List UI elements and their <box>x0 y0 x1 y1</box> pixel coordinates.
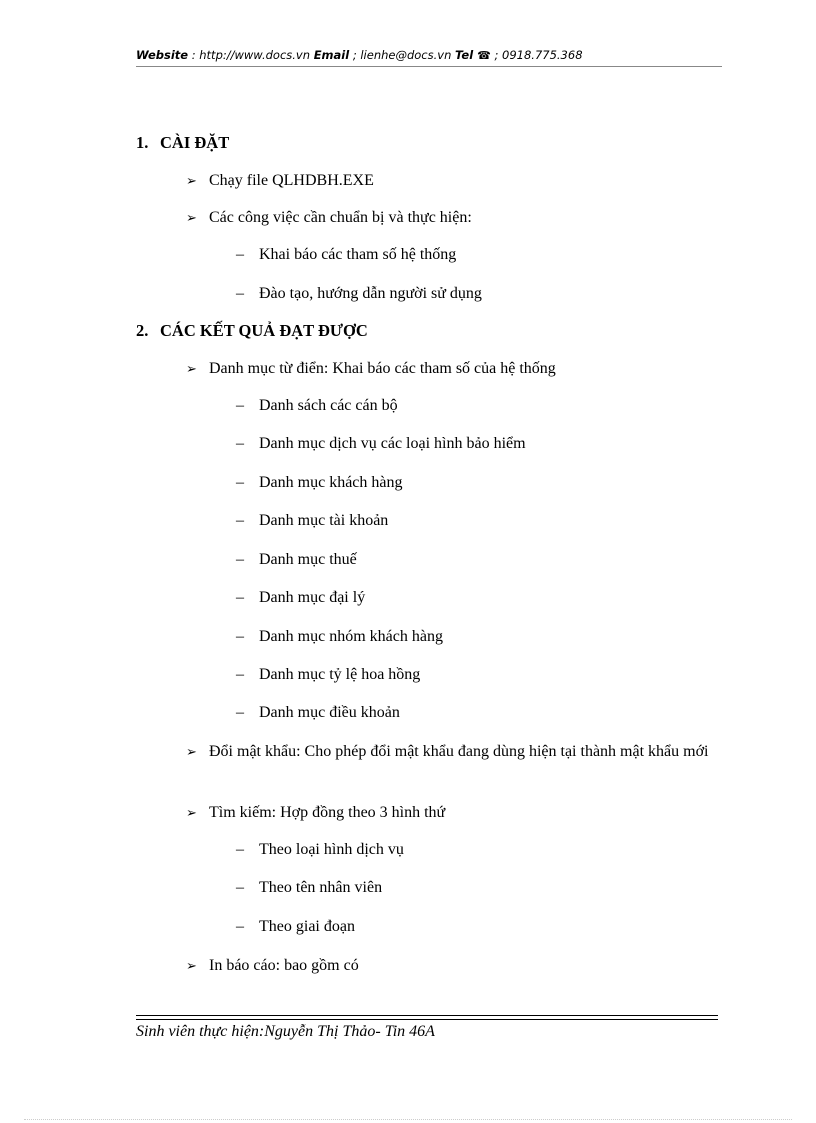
arrow-bullet-icon: ➢ <box>186 958 197 973</box>
section-heading-install <box>136 133 229 153</box>
page-border <box>24 1119 792 1120</box>
section-number: 2. <box>136 321 149 340</box>
dash-item <box>236 397 398 415</box>
dash-item <box>236 551 357 569</box>
dash-marker: – <box>236 435 244 452</box>
dash-text: Đào tạo, hướng dẫn người sử dụng <box>259 285 482 302</box>
section-number: 1. <box>136 133 149 152</box>
bullet-text: Chạy file QLHDBH.EXE <box>209 172 374 189</box>
dash-text: Danh mục tỷ lệ hoa hồng <box>259 666 421 683</box>
bullet-text: Các công việc cần chuẩn bị và thực hiện: <box>209 209 472 226</box>
website-value: : http://www.docs.vn <box>188 48 314 62</box>
tel-value: ; 0918.775.368 <box>490 48 583 62</box>
dash-marker: – <box>236 551 244 568</box>
dash-marker: – <box>236 246 244 263</box>
dash-text: Danh mục nhóm khách hàng <box>259 628 443 645</box>
arrow-bullet-icon: ➢ <box>186 210 197 225</box>
dash-item <box>236 246 456 264</box>
dash-item <box>236 628 443 646</box>
arrow-bullet-icon: ➢ <box>186 173 197 188</box>
dash-item <box>236 285 482 303</box>
dash-text: Danh mục đại lý <box>259 589 366 606</box>
dash-item <box>236 918 355 936</box>
dash-item <box>236 474 403 492</box>
dash-marker: – <box>236 285 244 302</box>
dash-text: Theo tên nhân viên <box>259 879 383 896</box>
dash-text: Danh mục thuế <box>259 551 357 568</box>
dash-marker: – <box>236 704 244 721</box>
page-footer: Sinh viên thực hiện:Nguyễn Thị Thảo- Tin 46A <box>136 1023 435 1040</box>
arrow-bullet-icon: ➢ <box>186 744 197 759</box>
dash-text: Khai báo các tham số hệ thống <box>259 246 457 263</box>
section-title: CÁC KẾT QUẢ ĐẠT ĐƯỢC <box>160 321 368 340</box>
section-heading-results <box>136 321 368 341</box>
dash-marker: – <box>236 666 244 683</box>
dash-marker: – <box>236 589 244 606</box>
arrow-bullet-icon: ➢ <box>186 805 197 820</box>
dash-text: Danh mục khách hàng <box>259 474 403 491</box>
section-title: CÀI ĐẶT <box>160 133 230 152</box>
dash-marker: – <box>236 841 244 858</box>
dash-item <box>236 704 400 722</box>
email-label: Email <box>313 48 350 62</box>
dash-marker: – <box>236 397 244 414</box>
dash-item <box>236 589 365 607</box>
dash-item <box>236 435 526 453</box>
dash-item <box>236 666 420 684</box>
footer-rule <box>136 1015 718 1016</box>
dash-text: Danh sách các cán bộ <box>259 397 398 414</box>
bullet-item <box>186 358 726 380</box>
dash-marker: – <box>236 474 244 491</box>
header-rule <box>136 66 722 67</box>
website-label: Website <box>136 48 189 62</box>
dash-text: Theo loại hình dịch vụ <box>259 841 404 858</box>
arrow-bullet-icon: ➢ <box>186 361 197 376</box>
footer-rule <box>136 1019 718 1020</box>
bullet-text: Đổi mật khẩu: Cho phép đổi mật khẩu đang dùng hiện tại thành mật khẩu mới <box>209 743 709 760</box>
tel-label: Tel <box>455 48 478 62</box>
bullet-text: Tìm kiếm: Hợp đồng theo 3 hình thứ <box>209 804 446 821</box>
dash-marker: – <box>236 918 244 935</box>
page-header <box>136 48 722 62</box>
dash-text: Danh mục tài khoản <box>259 512 389 529</box>
bullet-text: In báo cáo: bao gồm có <box>209 957 359 974</box>
dash-marker: – <box>236 512 244 529</box>
dash-text: Danh mục dịch vụ các loại hình bảo hiểm <box>259 435 526 452</box>
dash-item <box>236 841 404 859</box>
bullet-item <box>186 955 726 977</box>
phone-icon: ☎ <box>477 49 491 62</box>
dash-marker: – <box>236 879 244 896</box>
dash-text: Theo giai đoạn <box>259 918 355 935</box>
bullet-item <box>186 741 726 763</box>
bullet-item <box>186 170 726 192</box>
dash-text: Danh mục điều khoản <box>259 704 400 721</box>
dash-marker: – <box>236 628 244 645</box>
dash-item <box>236 879 382 897</box>
bullet-item <box>186 207 726 229</box>
email-value: ; lienhe@docs.vn <box>349 48 456 62</box>
bullet-item <box>186 802 726 824</box>
bullet-text: Danh mục từ điển: Khai báo các tham số của hệ thống <box>209 360 556 377</box>
dash-item <box>236 512 388 530</box>
